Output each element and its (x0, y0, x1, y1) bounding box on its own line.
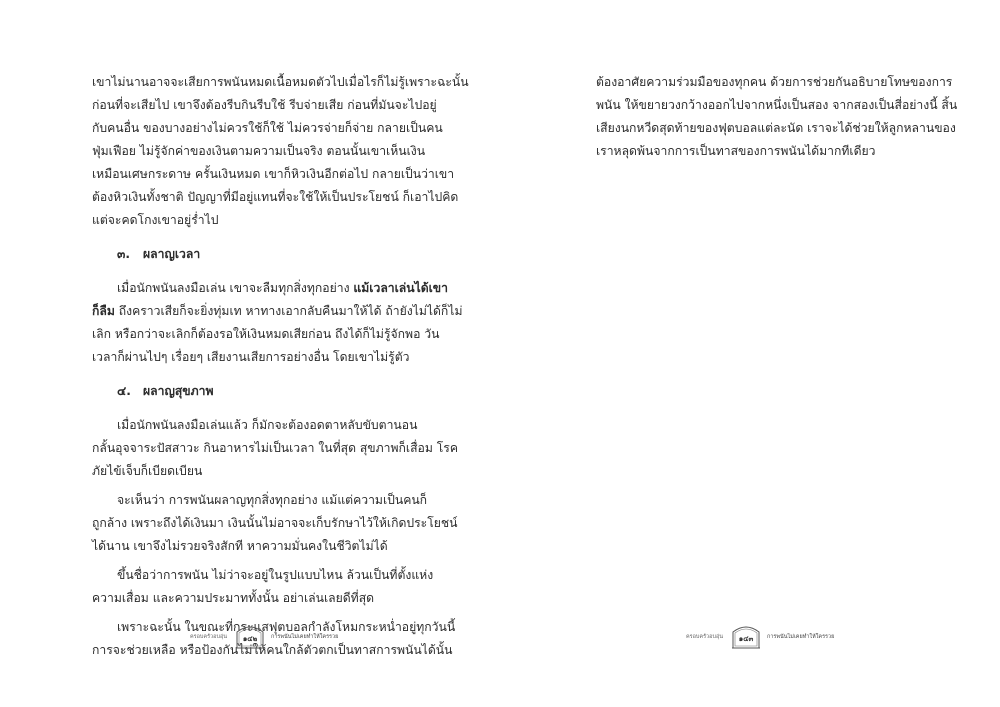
text-line: ถูกล้าง เพราะถึงได้เงินมา เงินนั้นไม่อาจจะเก็บรักษาไว้ให้เกิดประโยชน์ (92, 516, 458, 530)
right-text-column (596, 71, 958, 163)
section-number: ๔. (117, 384, 131, 398)
text-line: เสียงนกหวีดสุดท้ายของฟุตบอลแต่ละนัด เราจะได้ช่วยให้ลูกหลานของ (596, 121, 956, 135)
text-line: เพราะฉะนั้น ในขณะที่กระแสฟุตบอลกำลังโหมกระหน่ำอยู่ทุกวันนี้ (117, 620, 456, 634)
text-line: ก่อนที่จะเสียไป เขาจึงต้องรีบกินรีบใช้ รีบจ่ายเสีย ก่อนที่มันจะไปอยู่ (92, 98, 437, 112)
text-line: ขึ้นชื่อว่าการพนัน ไม่ว่าจะอยู่ในรูปแบบไหน ล้วนเป็นที่ตั้งแห่ง (117, 568, 434, 582)
footer-chapter-title: การพนันไม่เคยทำให้ใครรวย (767, 634, 835, 640)
text-span: ถึงคราวเสียก็จะยิ่งทุ่มเท หาทางเอากลับคืนมาให้ได้ ถ้ายังไม่ได้ก็ไม่ (114, 304, 463, 318)
footer-chapter-title: การพนันไม่เคยทำให้ใครรวย (271, 634, 339, 640)
text-line: การจะช่วยเหลือ หรือป้องกันไม่ให้คนใกล้ตัวตกเป็นทาสการพนันได้นั้น (92, 643, 453, 657)
text-line (92, 277, 448, 300)
section-number: ๓. (117, 247, 130, 261)
bold-text: แม้เวลาเล่นได้เขา (353, 281, 448, 295)
footer-book-title: ครอบครัวอบอุ่น (686, 634, 724, 640)
text-line: เขาไม่นานอาจจะเสียการพนันหมดเนื้อหมดตัวไปเมื่อไรก็ไม่รู้เพราะฉะนั้น (92, 75, 469, 89)
text-line: กับคนอื่น ของบางอย่างไม่ควรใช้ก็ใช้ ไม่ควรจ่ายก็จ่าย กลายเป็นคน (92, 121, 443, 135)
page-number: ๑๔๒ (242, 635, 258, 643)
left-text-column (92, 71, 469, 662)
section-title: ผลาญสุขภาพ (143, 384, 214, 398)
text-line: ฟุ่มเฟือย ไม่รู้จักค่าของเงินตามความเป็นจริง ตอนนั้นเขาเห็นเงิน (92, 144, 426, 158)
text-line: เหมือนเศษกระดาษ ครั้นเงินหมด เขาก็หิวเงินอีกต่อไป กลายเป็นว่าเขา (92, 167, 455, 181)
section-title: ผลาญเวลา (143, 247, 201, 261)
page-number: ๑๔๓ (738, 635, 754, 643)
page-number-emblem-icon (235, 624, 265, 650)
text-line: จะเห็นว่า การพนันผลาญทุกสิ่งทุกอย่าง แม้แต่ความเป็นคนก็ (117, 493, 428, 507)
text-line (92, 300, 463, 323)
text-line: ต้องอาศัยความร่วมมือของทุกคน ด้วยการช่วยกันอธิบายโทษของการ (596, 75, 953, 89)
text-line: กลั้นอุจจาระปัสสาวะ กินอาหารไม่เป็นเวลา ในที่สุด สุขภาพก็เสื่อม โรค (92, 441, 459, 455)
bold-text: ก็ลืม (92, 304, 115, 318)
section-4-heading (92, 380, 416, 403)
text-line: ความเสื่อม และความประมาททั้งนั้น อย่าเล่นเลยดีที่สุด (92, 591, 375, 605)
text-line: เวลาก็ผ่านไปๆ เรื่อยๆ เสียงานเสียการอย่างอื่น โดยเขาไม่รู้ตัว (92, 350, 410, 364)
page-number-emblem-icon (731, 624, 761, 650)
page-footer (190, 622, 338, 652)
text-span: เมื่อนักพนันลงมือเล่น เขาจะลืมทุกสิ่งทุกอย่าง (117, 281, 354, 295)
text-line: เราหลุดพ้นจากการเป็นทาสของการพนันได้มากทีเดียว (596, 144, 876, 158)
text-line: ต้องหิวเงินทั้งชาติ ปัญญาที่มีอยู่แทนที่จะใช้ให้เป็นประโยชน์ ก็เอาไปคิด (92, 190, 459, 204)
page-footer (686, 622, 834, 652)
text-line: ภัยไข้เจ็บก็เบียดเบียน (92, 464, 203, 478)
footer-book-title: ครอบครัวอบอุ่น (190, 634, 228, 640)
text-line: พนัน ให้ขยายวงกว้างออกไปจากหนึ่งเป็นสอง จากสองเป็นสี่อย่างนี้ สิ้น (596, 98, 958, 112)
text-line: เมื่อนักพนันลงมือเล่นแล้ว ก็มักจะต้องอดตาหลับขับตานอน (117, 418, 418, 432)
text-line: แต่จะคดโกงเขาอยู่ร่ำไป (92, 213, 219, 227)
text-line: เลิก หรือกว่าจะเลิกก็ต้องรอให้เงินหมดเสียก่อน ถึงได้ก็ไม่รู้จักพอ วัน (92, 327, 440, 341)
right-page (500, 0, 1000, 707)
text-line: ได้นาน เขาจึงไม่รวยจริงสักที หาความมั่นคงในชีวิตไม่ได้ (92, 539, 388, 553)
section-3-heading (92, 243, 416, 266)
